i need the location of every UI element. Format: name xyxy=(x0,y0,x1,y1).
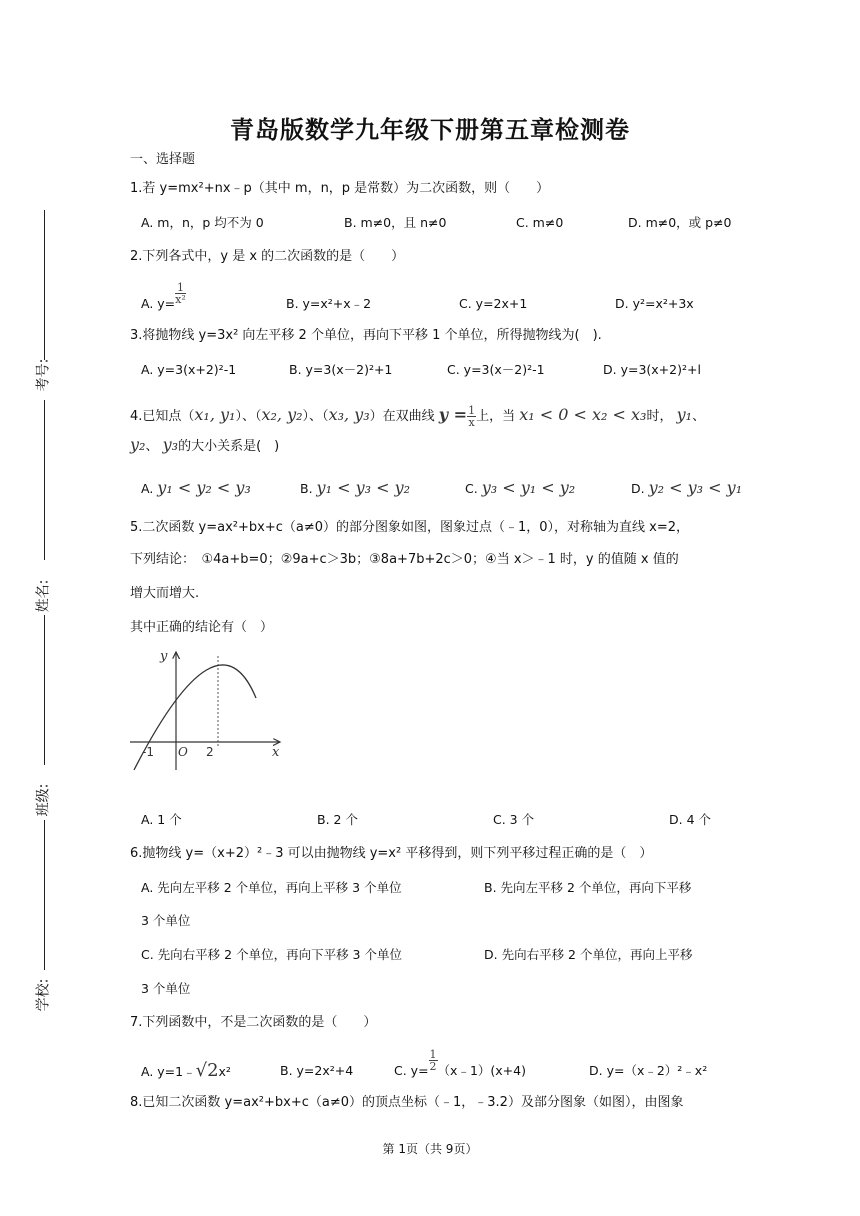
q1-option-a: A. m，n，p 均不为 0 xyxy=(141,215,264,230)
q7-option-c-num: 1 xyxy=(429,1048,437,1061)
side-line-name xyxy=(44,400,45,560)
q7-option-a-text2: x² xyxy=(218,1064,231,1079)
q4-point-1: x₁, y₁ xyxy=(194,405,236,424)
q6-stem: 6.抛物线 y=（x+2）²﹣3 可以由抛物线 y=x² 平移得到，则下列平移过程正确的是（ ） xyxy=(130,846,653,861)
q4-text-1: 4.已知点（ xyxy=(130,409,195,424)
q1-option-d: D. m≠0，或 p≠0 xyxy=(628,215,732,230)
q4-stem-line1 xyxy=(130,403,705,429)
q6-option-d: D. 先向右平移 2 个单位，再向上平移 xyxy=(484,947,693,962)
side-line-school xyxy=(44,820,45,970)
q5-option-c: C. 3 个 xyxy=(493,812,535,827)
q8-stem: 8.已知二次函数 y=ax²+bx+c（a≠0）的顶点坐标（﹣1，﹣3.2）及部分图象（如图），由图象 xyxy=(130,1095,684,1110)
q4-option-c-expr: y₃ < y₁ < y₂ xyxy=(481,478,576,497)
side-label-exam-no: 考号: xyxy=(35,358,52,392)
q2-option-a xyxy=(141,281,186,313)
side-label-school: 学校: xyxy=(35,978,52,1012)
q4-y1: y₁ xyxy=(676,405,693,424)
q4-y3: y₃ xyxy=(162,435,179,454)
q4-curve: y = xyxy=(438,405,468,424)
q2-option-a-num: 1 xyxy=(176,281,184,294)
side-label-class: 班级: xyxy=(35,783,52,817)
q4-option-a xyxy=(141,476,251,501)
q4-text-2: ）在双曲线 xyxy=(369,409,435,424)
q6-option-b-cont: 3 个单位 xyxy=(141,913,191,928)
q4-option-d-expr: y₂ < y₃ < y₁ xyxy=(648,478,743,497)
q4-curve-den: x xyxy=(468,416,475,429)
q3-option-a: A. y=3(x+2)²-1 xyxy=(141,362,237,377)
q3-option-c: C. y=3(x－2)²-1 xyxy=(447,362,545,377)
q7-option-c-fraction xyxy=(429,1049,438,1072)
q5-stem-line2: 下列结论： ①4a+b=0；②9a+c＞3b；③8a+7b+2c＞0；④当 x＞﹣1 时，y 的值随 x 值的 xyxy=(130,552,679,567)
q1-option-b: B. m≠0，且 n≠0 xyxy=(344,215,447,230)
side-line-exam-no xyxy=(44,210,45,360)
q5-stem-line1: 5.二次函数 y=ax²+bx+c（a≠0）的部分图象如图，图象过点（﹣1，0），对称轴为直线 x=2， xyxy=(130,520,690,535)
side-label-name: 姓名: xyxy=(35,579,52,613)
q4-stem-line2 xyxy=(130,433,279,459)
q5-option-d: D. 4 个 xyxy=(669,812,711,827)
q2-option-a-label: A. y= xyxy=(141,296,176,311)
q2-option-d: D. y²=x²+3x xyxy=(615,296,694,311)
q4-point-3: x₃, y₃ xyxy=(328,405,370,424)
q1-stem: 1.若 y=mx²+nx﹣p（其中 m，n，p 是常数）为二次函数，则（ ） xyxy=(130,181,550,196)
q4-curve-fraction xyxy=(467,405,476,428)
q7-option-a-text1: A. y=1﹣ xyxy=(141,1064,196,1079)
q4-y2: y₂ xyxy=(130,435,146,454)
q4-text-6: 、 xyxy=(145,439,159,454)
q5-origin-label: O xyxy=(178,745,188,759)
q5-y-label: y xyxy=(160,649,168,664)
q4-option-d xyxy=(631,476,742,501)
q5-stem-line3: 增大而增大. xyxy=(130,586,200,601)
q7-option-c-den: 2 xyxy=(429,1060,437,1073)
side-line-class xyxy=(44,615,45,765)
q7-option-c-text1: C. y= xyxy=(394,1063,429,1078)
q4-option-a-expr: y₁ < y₂ < y₃ xyxy=(157,478,251,497)
q4-option-c-label: C. xyxy=(465,481,478,496)
q4-text-sep1: ）、（ xyxy=(235,409,262,424)
q7-option-a-radical: √2 xyxy=(195,1060,219,1081)
q2-option-a-fraction xyxy=(175,282,186,305)
page-footer: 第 1页（共 9页） xyxy=(382,1142,478,1156)
q7-option-a xyxy=(141,1062,231,1081)
q3-stem: 3.将抛物线 y=3x² 向左平移 2 个单位，再向下平移 1 个单位，所得抛物线为( ). xyxy=(130,328,602,343)
q5-stem-line4: 其中正确的结论有（ ） xyxy=(130,620,274,635)
q6-option-a: A. 先向左平移 2 个单位，再向上平移 3 个单位 xyxy=(141,880,402,895)
q4-option-b-expr: y₁ < y₃ < y₂ xyxy=(316,478,411,497)
q2-option-b: B. y=x²+x﹣2 xyxy=(286,296,372,311)
q5-option-a: A. 1 个 xyxy=(141,812,182,827)
page-title: 青岛版数学九年级下册第五章检测卷 xyxy=(230,116,630,144)
q4-text-4: 时， xyxy=(646,409,673,424)
q4-option-a-label: A. xyxy=(141,481,154,496)
q5-x-label: x xyxy=(272,745,280,760)
q4-option-b-label: B. xyxy=(300,481,313,496)
q2-option-c: C. y=2x+1 xyxy=(459,296,528,311)
q5-option-b: B. 2 个 xyxy=(317,812,358,827)
q4-point-2: x₂, y₂ xyxy=(261,405,303,424)
q7-option-c-text2: （x﹣1）(x+4) xyxy=(437,1063,526,1078)
q5-neg1-label: -1 xyxy=(142,745,154,759)
q7-option-c xyxy=(394,1048,526,1080)
q2-option-a-den: x² xyxy=(175,293,186,306)
q4-curve-num: 1 xyxy=(468,404,476,417)
q6-option-c: C. 先向右平移 2 个单位，再向下平移 3 个单位 xyxy=(141,947,402,962)
q4-text-5: 、 xyxy=(692,409,706,424)
q7-option-d: D. y=（x﹣2）²﹣x² xyxy=(589,1063,708,1078)
q6-option-b: B. 先向左平移 2 个单位，再向下平移 xyxy=(484,880,692,895)
q3-option-b: B. y=3(x－2)²+1 xyxy=(289,362,393,377)
q4-text-sep2: ）、（ xyxy=(302,409,329,424)
section-heading: 一、选择题 xyxy=(130,152,196,167)
q4-text-7: 的大小关系是( ) xyxy=(178,439,280,454)
q4-option-b xyxy=(300,476,410,501)
q7-option-b: B. y=2x²+4 xyxy=(280,1063,354,1078)
q1-option-c: C. m≠0 xyxy=(516,215,564,230)
q4-option-c xyxy=(465,476,575,501)
q4-condition: x₁ < 0 < x₂ < x₃ xyxy=(519,405,647,424)
q5-parabola-graph xyxy=(128,646,288,776)
q6-option-d-cont: 3 个单位 xyxy=(141,981,191,996)
q2-stem: 2.下列各式中，y 是 x 的二次函数的是（ ） xyxy=(130,249,405,264)
q4-text-3: 上，当 xyxy=(476,409,516,424)
q7-stem: 7.下列函数中，不是二次函数的是（ ） xyxy=(130,1015,377,1030)
q3-option-d: D. y=3(x+2)²+l xyxy=(603,362,701,377)
q5-two-label: 2 xyxy=(206,745,214,759)
q4-option-d-label: D. xyxy=(631,481,645,496)
